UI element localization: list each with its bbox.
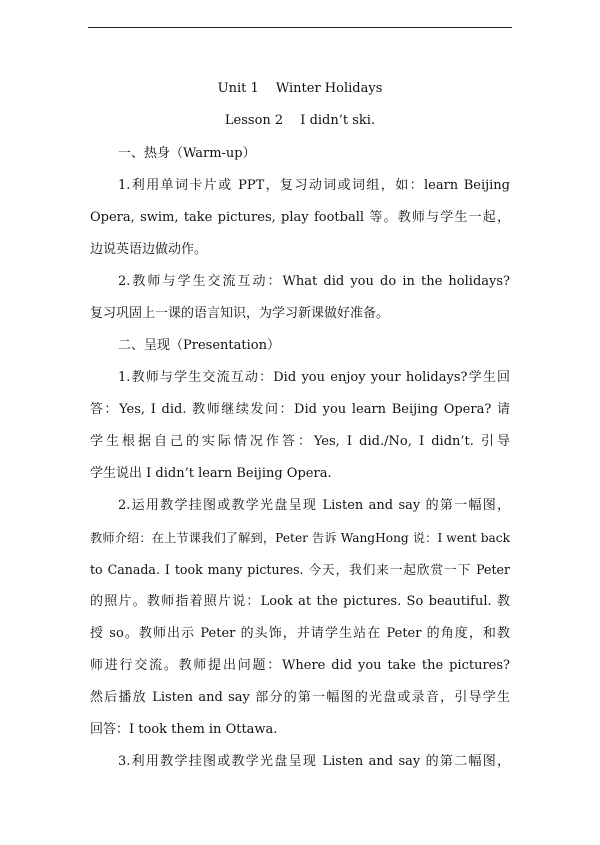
paragraph-line: 复习巩固上一课的语言知识，为学习新课做好准备。 xyxy=(90,306,390,321)
paragraph-line: 授 so。教师出示 Peter 的头饰，并请学生站在 Peter 的角度，和教 xyxy=(90,626,510,641)
paragraph-line: 师进行交流。教师提出问题：Where did you take the pictures? xyxy=(90,658,510,673)
paragraph-line: 学生根据自己的实际情况作答：Yes, I did./No, I didn’t. 引导 xyxy=(90,434,510,449)
paragraph-line: 然后播放 Listen and say 部分的第一幅图的光盘或录音，引导学生 xyxy=(90,690,510,705)
paragraph-line: 1.教师与学生交流互动：Did you enjoy your holidays?学生回 xyxy=(118,370,510,385)
paragraph-line: 学生说出 I didn’t learn Beijing Opera. xyxy=(90,466,332,481)
header-rule xyxy=(88,27,512,28)
paragraph-line: 教师介绍：在上节课我们了解到，Peter 告诉 WangHong 说：I went back xyxy=(90,531,510,545)
section-heading-presentation: 二、呈现（Presentation） xyxy=(118,338,280,353)
paragraph-line: 回答：I took them in Ottawa. xyxy=(90,722,278,737)
section-heading-warmup: 一、热身（Warm-up） xyxy=(118,146,256,161)
paragraph-line: to Canada. I took many pictures. 今天，我们来一起欣赏一下 Peter xyxy=(90,562,510,577)
paragraph-line: 2.运用教学挂图或教学光盘呈现 Listen and say 的第一幅图， xyxy=(118,498,510,513)
unit-title: Unit 1 Winter Holidays xyxy=(217,81,383,96)
paragraph-line: 答：Yes, I did. 教师继续发问：Did you learn Beijing Opera? 请 xyxy=(90,402,510,417)
paragraph-line: 边说英语边做动作。 xyxy=(90,242,208,257)
paragraph-line: Opera, swim, take pictures, play football 等。教师与学生一起， xyxy=(90,210,510,225)
paragraph-line: 2.教师与学生交流互动：What did you do in the holidays? xyxy=(118,274,510,289)
paragraph-line: 3.利用教学挂图或教学光盘呈现 Listen and say 的第二幅图， xyxy=(118,754,510,769)
paragraph-line: 的照片。教师指着照片说：Look at the pictures. So beautiful. 教 xyxy=(90,594,510,609)
paragraph-line: 1.利用单词卡片或 PPT，复习动词或词组，如：learn Beijing xyxy=(118,178,510,193)
lesson-title: Lesson 2 I didn’t ski. xyxy=(224,113,376,128)
